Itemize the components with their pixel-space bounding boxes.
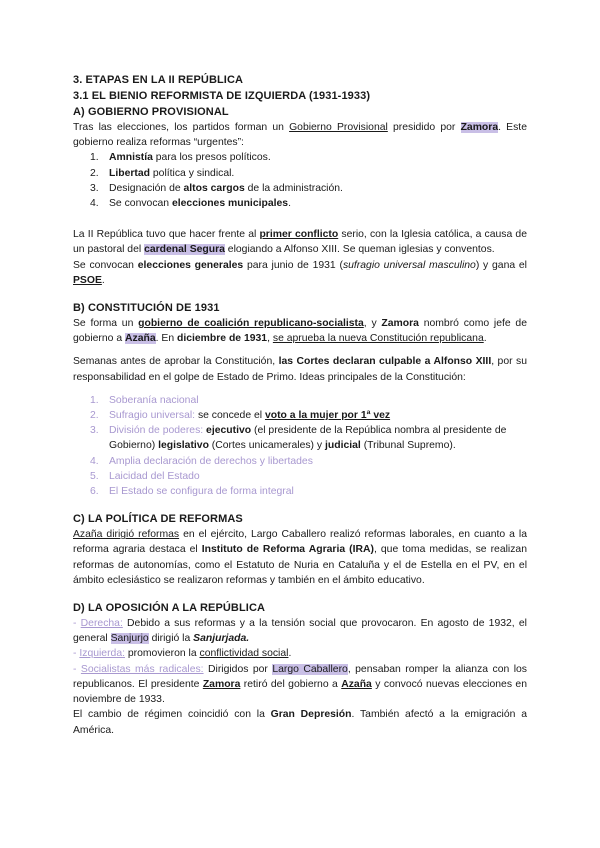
- oposicion-izquierda: - Izquierda: promovieron la conflictividad social.: [73, 648, 292, 660]
- heading-constitucion: B) CONSTITUCIÓN DE 1931: [73, 302, 220, 315]
- list-item: 1. Soberanía nacional: [90, 394, 199, 406]
- list-item: 3. División de poderes: ejecutivo (el presidente de la República nombra al presidente de Gobierno) legislativo (Cortes unicamerales) y judicial (Tribunal Supremo).: [90, 425, 507, 452]
- list-item: 5. Laicidad del Estado: [90, 470, 200, 482]
- heading-reformas: C) LA POLÍTICA DE REFORMAS: [73, 513, 243, 526]
- heading-gobierno-provisional: A) GOBIERNO PROVISIONAL: [73, 106, 229, 118]
- list-item: 6. El Estado se configura de forma integral: [90, 486, 294, 498]
- list-item: 4. Se convocan elecciones municipales.: [90, 198, 291, 210]
- list-item: 3. Designación de altos cargos de la administración.: [90, 182, 343, 194]
- heading-oposicion: D) LA OPOSICIÓN A LA REPÚBLICA: [73, 602, 266, 615]
- list-item: 4. Amplia declaración de derechos y libertades: [90, 455, 313, 467]
- oposicion-final: El cambio de régimen coincidió con la Gran Depresión. También afectó a la emigración a América.: [73, 709, 527, 736]
- oposicion-derecha: - Derecha: Debido a sus reformas y a la tensión social que provocaron. En agosto de 1932, el general Sanjurjo dirigió la Sanjurjada.: [73, 618, 527, 645]
- constitucion-paragraph-1: Se forma un gobierno de coalición republicano-socialista, y Zamora nombró como jefe de gobierno a Azaña. En diciembre de 1931, se aprueba la nueva Constitución republicana.: [73, 318, 527, 345]
- constitucion-ideas-list: [73, 393, 527, 499]
- constitucion-paragraph-2: Semanas antes de aprobar la Constitución, las Cortes declaran culpable a Alfonso XIII, por su responsabilidad en el golpe de Estado de Primo. Ideas principales de la Constitución:: [73, 356, 527, 383]
- heading-etapas: 3. ETAPAS EN LA II REPÚBLICA: [73, 74, 244, 86]
- gobierno-paragraph-3: Se convocan elecciones generales para junio de 1931 (sufragio universal masculino) y gana el PSOE.: [73, 259, 527, 286]
- gobierno-paragraph-1: Tras las elecciones, los partidos forman un Gobierno Provisional presidido por Zamora. Este gobierno realiza reformas “urgentes”:: [73, 122, 527, 149]
- gobierno-paragraph-2: La II República tuvo que hacer frente al primer conflicto serio, con la Iglesia católica, a causa de un pastoral del cardenal Segura elogiando a Alfonso XIII. Se queman iglesias y conventos.: [73, 229, 527, 256]
- reformas-paragraph: Azaña dirigió reformas en el ejército, Largo Caballero realizó reformas laborales, en cuanto a la reforma agraria destaca el Instituto de Reforma Agraria (IRA), que toma medidas, se realizan reformas de autonomías, como el Estatuto de Nuria en Cataluña y el de Estella en el PV, en el ámbito eclesiástico se realizaron reformas y también en el ámbito educativo.: [73, 529, 528, 586]
- oposicion-socialistas: - Socialistas más radicales: Dirigidos por Largo Caballero, pensaban romper la alianza con los republicanos. El presidente Zamora retiró del gobierno a Azaña y convocó nuevas elecciones en noviembre de 1933.: [73, 663, 527, 706]
- list-item: 1. Amnistía para los presos políticos.: [90, 152, 271, 164]
- list-item: 2. Libertad política y sindical.: [90, 167, 235, 179]
- heading-bienio: 3.1 EL BIENIO REFORMISTA DE IZQUIERDA (1931-1933): [73, 90, 371, 102]
- gobierno-reform-list: [73, 150, 527, 211]
- list-item: 2. Sufragio universal: se concede el voto a la mujer por 1ª vez: [90, 410, 391, 422]
